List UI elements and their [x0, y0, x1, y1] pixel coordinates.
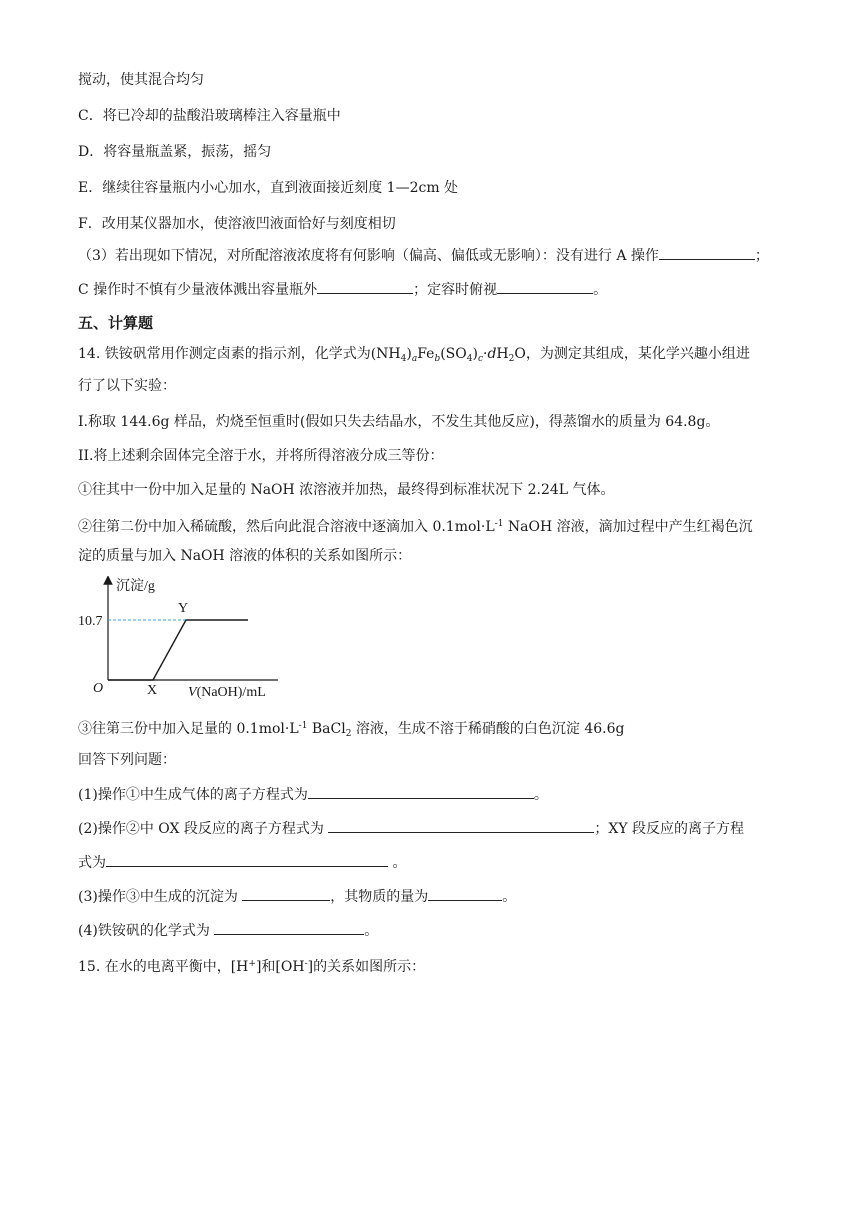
subscript: 2 [508, 354, 515, 364]
x-axis-label: V(NaOH)/mL [188, 685, 266, 700]
subscript-c: c [477, 354, 483, 364]
section-title: 五、计算题 [78, 314, 154, 332]
punct: ； [754, 248, 769, 264]
punct: 。 [388, 855, 407, 871]
q15-text-3: ]的关系如图所示： [307, 959, 426, 975]
subscript: 4 [400, 354, 407, 364]
answer-blank[interactable] [659, 245, 755, 260]
step-6-text-2: BaCl [307, 721, 346, 737]
answer-blank[interactable] [428, 886, 502, 901]
step-4 [78, 514, 753, 537]
q14-fe: Fe [417, 346, 435, 362]
punct: 。 [593, 282, 608, 298]
step-6 [78, 716, 625, 744]
subscript: 2 [345, 729, 352, 739]
part-1-text: (1)操作①中生成气体的离子方程式为 [78, 787, 308, 803]
answer-blank[interactable] [242, 886, 330, 901]
superscript: -1 [494, 519, 504, 529]
superscript: - [304, 959, 308, 969]
answer-blank[interactable] [317, 279, 413, 294]
point-x-label: X [147, 683, 158, 698]
part-2 [78, 818, 744, 839]
q15-text: 15. 在水的电离平衡中，[H [78, 959, 249, 975]
part-2-line-2 [78, 852, 406, 873]
answer-blank[interactable] [106, 852, 388, 867]
answer-blank[interactable] [308, 784, 534, 799]
point-y-label: Y [178, 601, 189, 616]
punct: 。 [533, 787, 548, 803]
answer-blank[interactable] [328, 818, 594, 833]
precipitate-chart [78, 576, 288, 704]
part-1 [78, 784, 548, 805]
y-tick-label: 10.7 [78, 614, 103, 629]
option-d: D．将容量瓶盖紧，振荡，摇匀 [78, 144, 272, 160]
part-2-text: (2)操作②中 OX 段反应的离子方程式为 [78, 821, 329, 837]
question-14-line-2: 行了以下实验： [78, 378, 176, 394]
option-c: C．将已冷却的盐酸沿玻璃棒注入容量瓶中 [78, 108, 341, 124]
q14-so: (SO [440, 346, 467, 362]
subscript: 4 [466, 354, 473, 364]
question-3-text-3: ；定容时俯视 [413, 282, 498, 298]
q14-h: H [496, 346, 509, 362]
series-line [108, 620, 248, 680]
step-4-line-2: 淀的质量与加入 NaOH 溶液的体积的关系如图所示： [78, 548, 412, 564]
subscript-b: b [434, 354, 441, 364]
q15-text-2: ]和[OH [255, 959, 305, 975]
superscript: + [248, 959, 256, 969]
step-6-text-3: 溶液，生成不溶于稀硝酸的白色沉淀 46.6g [351, 721, 625, 737]
question-3-line [78, 245, 769, 266]
answer-prompt: 回答下列问题： [78, 752, 176, 768]
origin-label: O [93, 681, 104, 696]
q14-text-2: O，为测定其组成，某化学兴趣小组进 [514, 346, 750, 362]
coef-d: d [487, 346, 497, 362]
question-15 [78, 954, 425, 977]
part-2-text-2: ；XY 段反应的离子方程 [594, 821, 745, 837]
option-e: E．继续往容量瓶内小心加水，直到液面接近刻度 1—2cm 处 [78, 180, 459, 196]
question-3-text-2: C 操作时不慎有少量液体溅出容量瓶外 [78, 282, 318, 298]
q14-text: 14. 铁铵矾常用作测定卤素的指示剂，化学式为(NH [78, 346, 401, 362]
answer-blank[interactable] [497, 279, 593, 294]
answer-blank[interactable] [214, 920, 364, 935]
step-6-text: ③往第三份中加入足量的 0.1mol·L [78, 721, 299, 737]
part-3-text: (3)操作③中生成的沉淀为 [78, 889, 243, 905]
punct: 。 [502, 889, 517, 905]
question-3-text: （3）若出现如下情况，对所配溶液浓度将有何影响（偏高、偏低或无影响）：没有进行 A 操作 [78, 248, 659, 264]
y-axis-label: 沉淀/g [116, 579, 155, 594]
step-1: I.称取 144.6g 样品，灼烧至恒重时(假如只失去结晶水，不发生其他反应)，得蒸馏水的质量为 64.8g。 [78, 414, 720, 430]
part-4-text: (4)铁铵矾的化学式为 [78, 923, 215, 939]
option-f: F．改用某仪器加水，使溶液凹液面恰好与刻度相切 [78, 216, 396, 232]
step-4-text-2: NaOH 溶液，滴加过程中产生红褐色沉 [503, 519, 753, 535]
punct: 。 [364, 923, 379, 939]
question-3-line-2 [78, 279, 607, 300]
part-3 [78, 886, 516, 907]
step-3: ①往其中一份中加入足量的 NaOH 浓溶液并加热，最终得到标准状况下 2.24L 气体。 [78, 482, 615, 498]
q14-dot: · [483, 346, 488, 362]
subscript-a: a [411, 354, 418, 364]
part-2-text-3: 式为 [78, 855, 106, 871]
question-14-line: 14. 铁铵矾常用作测定卤素的指示剂，化学式为$(NH_4)_aFe_b(SO_4)_c\cdot dH_2O$，为测定其组成，某化学兴趣小组进 [78, 346, 750, 364]
superscript: -1 [298, 721, 308, 731]
step-4-text: ②往第二份中加入稀硫酸，然后向此混合溶液中逐滴加入 0.1mol·L [78, 519, 495, 535]
part-4 [78, 920, 378, 941]
part-3-text-2: ，其物质的量为 [330, 889, 429, 905]
text-line: 搅动，使其混合均匀 [78, 72, 204, 88]
step-2: II.将上述剩余固体完全溶于水，并将所得溶液分成三等份： [78, 448, 444, 464]
